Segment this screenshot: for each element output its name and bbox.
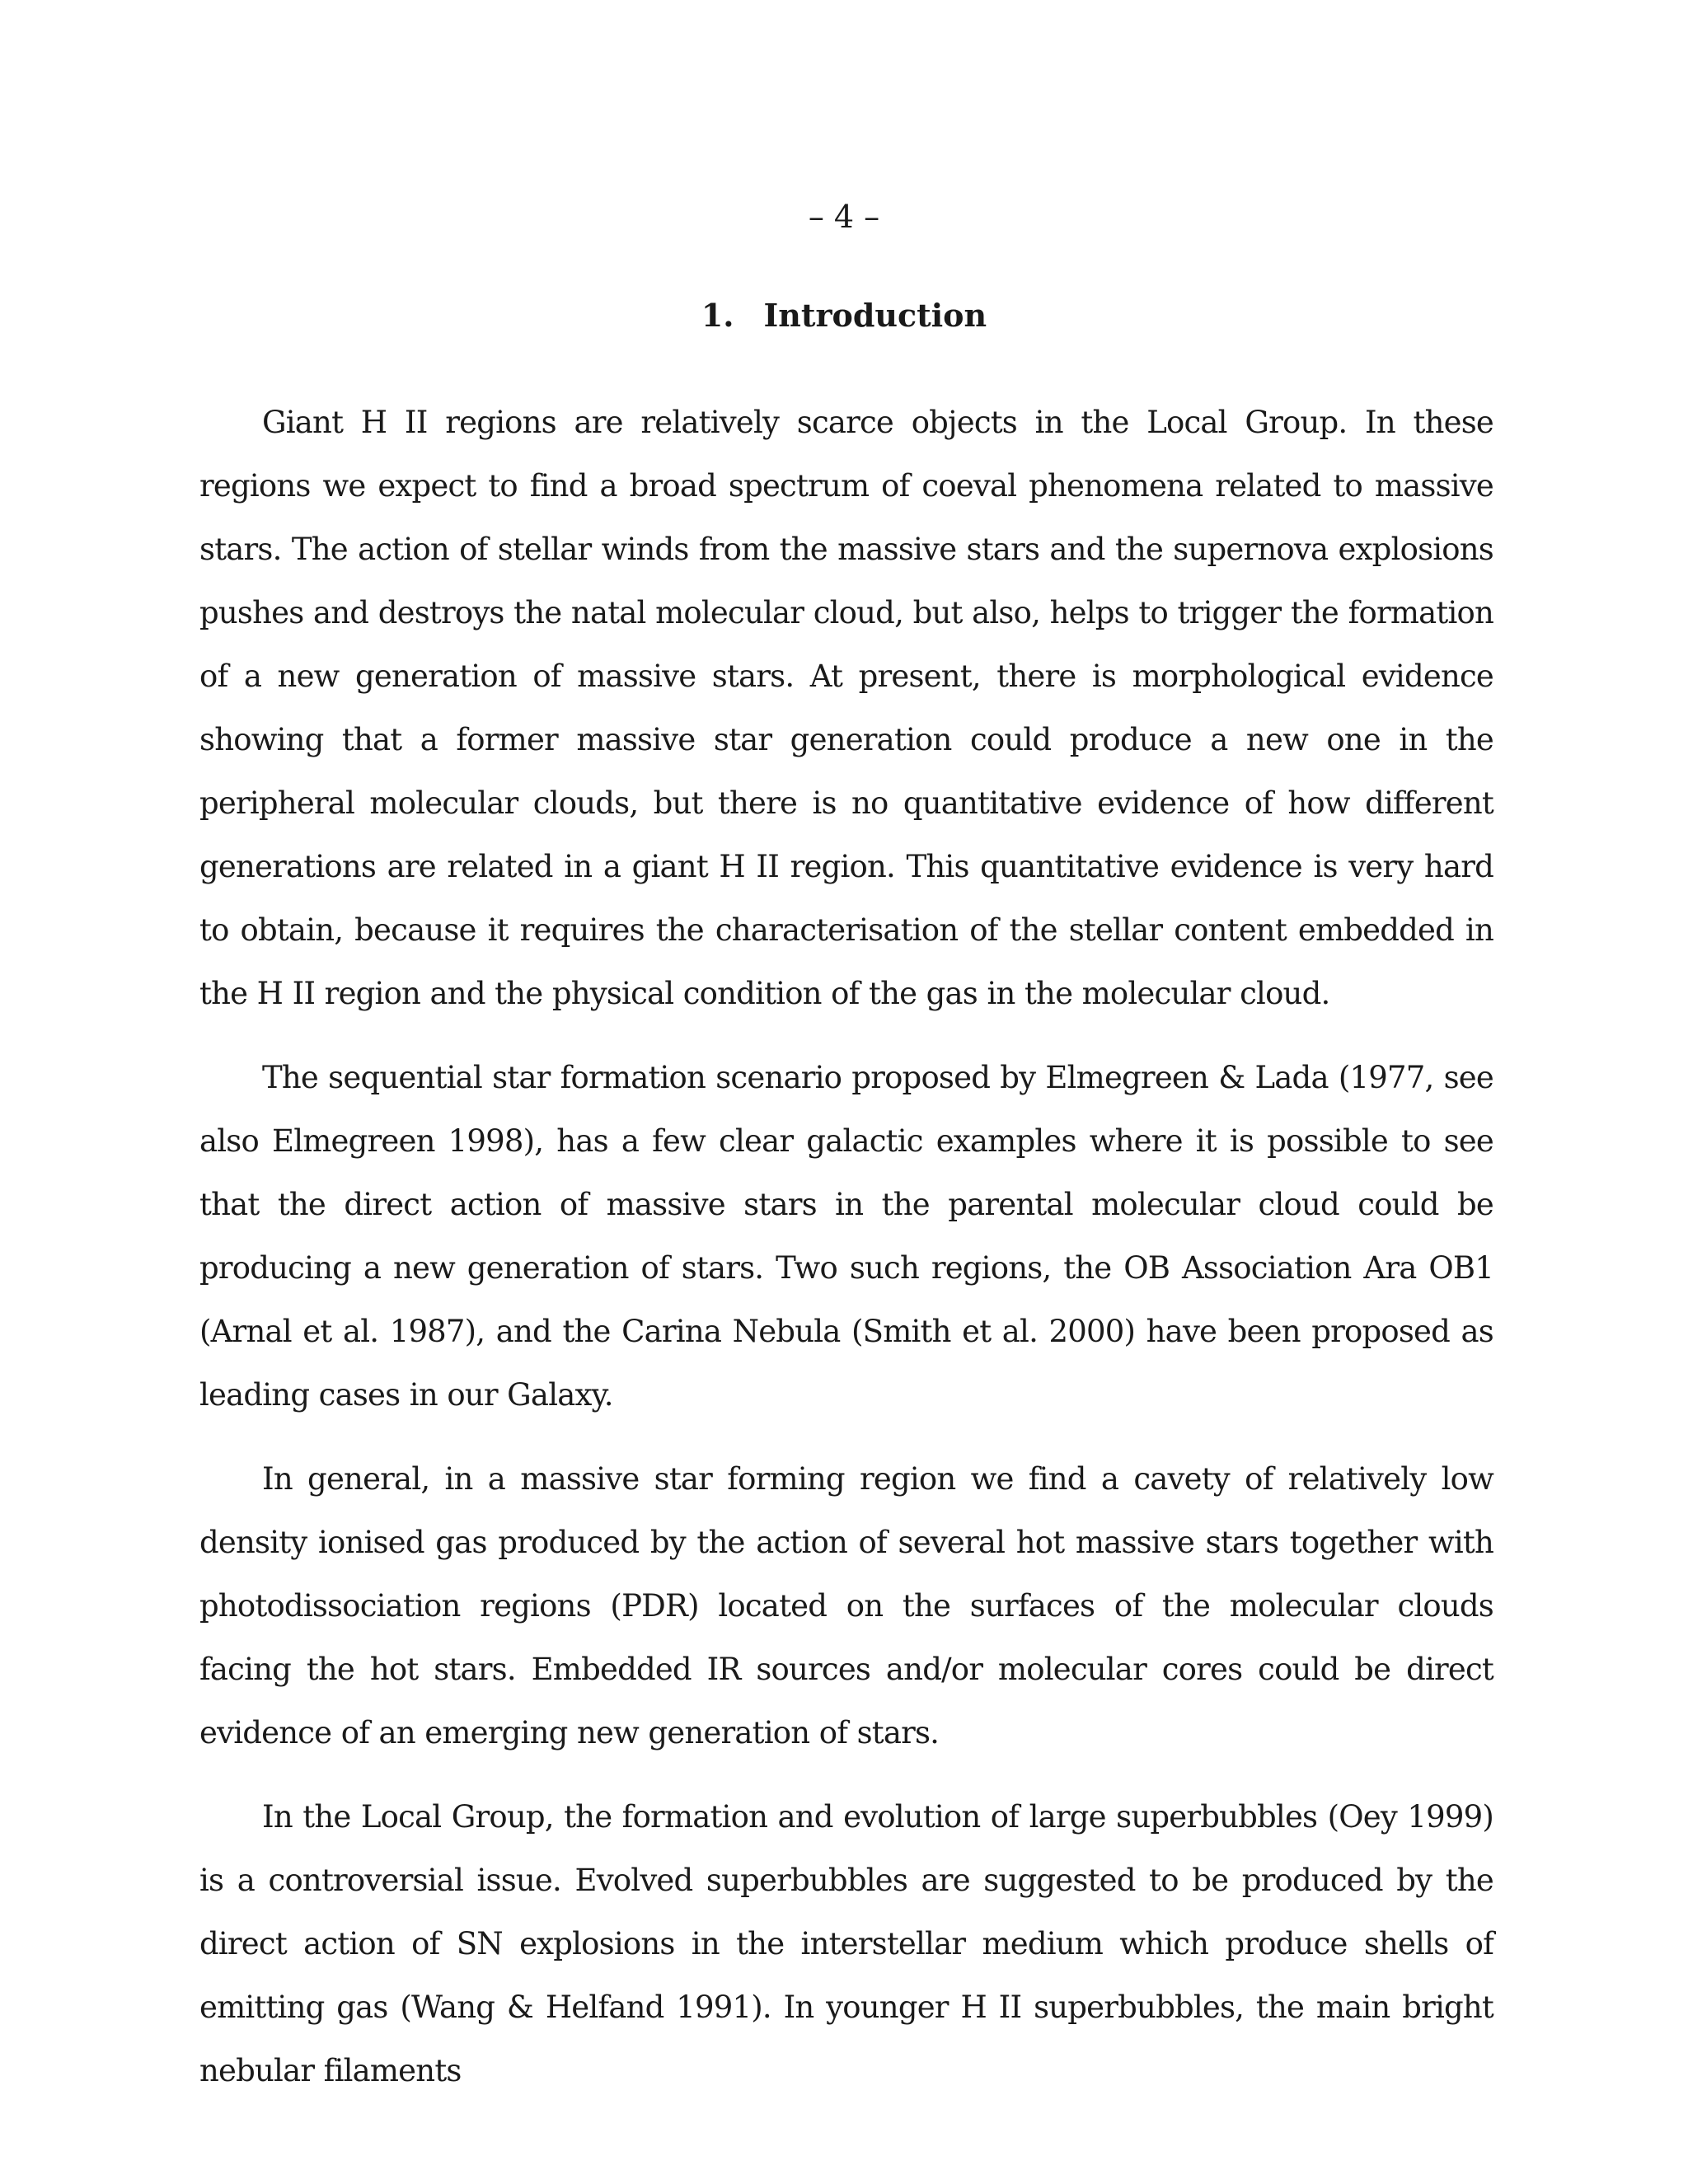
section-number: 1. <box>701 297 734 334</box>
section-heading <box>0 295 1688 336</box>
paragraph-4: In the Local Group, the formation and evolution of large superbubbles (Oey 1999) is a controversial issue. Evolved superbubbles are suggested to be produced by the direct action of SN explosions in the interstellar medium which produce shells of emitting gas (Wang & Helfand 1991). In younger H II superbubbles, the main bright nebular filaments <box>199 1799 1493 2088</box>
paragraph-1: Giant H II regions are relatively scarce objects in the Local Group. In these regions we expect to find a broad spectrum of coeval phenomena related to massive stars. The action of stellar winds from the massive stars and the supernova explosions pushes and destroys the natal molecular cloud, but also, helps to trigger the formation of a new generation of massive stars. At present, there is morphological evidence showing that a former massive star generation could produce a new one in the peripheral molecular clouds, but there is no quantitative evidence of how different generations are related in a giant H II region. This quantitative evidence is very hard to obtain, because it requires the characterisation of the stellar content embedded in the H II region and the physical condition of the gas in the molecular cloud. <box>199 405 1493 1011</box>
paragraph-3: In general, in a massive star forming region we find a cavety of relatively low density ionised gas produced by the action of several hot massive stars together with photodissociation regions (PDR) located on the surfaces of the molecular clouds facing the hot stars. Embedded IR sources and/or molecular cores could be direct evidence of an emerging new generation of stars. <box>199 1461 1493 1750</box>
body-text <box>199 391 1493 2123</box>
paragraph-2: The sequential star formation scenario proposed by Elmegreen & Lada (1977, see also Elmegreen 1998), has a few clear galactic examples where it is possible to see that the direct action of massive stars in the parental molecular cloud could be producing a new generation of stars. Two such regions, the OB Association Ara OB1 (Arnal et al. 1987), and the Carina Nebula (Smith et al. 2000) have been proposed as leading cases in our Galaxy. <box>199 1060 1493 1413</box>
section-title: Introduction <box>763 297 987 334</box>
page-number: – 4 – <box>808 199 880 235</box>
